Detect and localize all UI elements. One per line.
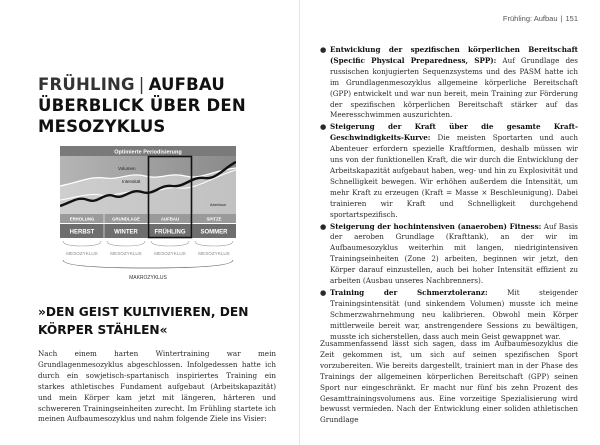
title-season: FRÜHLING <box>38 75 135 94</box>
phase-erholung: ERHOLUNG <box>69 216 95 222</box>
right-body-paragraph: Zusammenfassend lässt sich sagen, dass im Aufbaumesozyklus die Zeit gekommen ist, um sich auf seinen spezifischen Sport vorzubereiten. Wie bereits dargestellt, trainiert man in der Phase des Trainings der allgemeinen körperlichen Bereitschaft (GPP) seinen Sport nur eingeschränkt. Er macht nur fünf bis zehn Prozent des Gesamttrainingsvolumens aus. Eine vorzeitige Spezialisierung wird bewusst vermieden. Nach der Entwicklung einer soliden athletischen Grundlage <box>320 339 578 425</box>
periodization-figure <box>60 146 236 286</box>
volume-label: Volumen <box>118 166 136 171</box>
list-item <box>320 45 578 121</box>
macrocycle-brace <box>63 260 233 268</box>
mesocycle-label: MESOZYKLUS <box>66 251 98 256</box>
chapter-title <box>38 74 278 137</box>
title-line-3: MESOZYKLUS <box>38 117 166 136</box>
season-winter: WINTER <box>114 229 138 236</box>
bullet-icon: ● <box>320 287 327 297</box>
section-heading-line-2: KÖRPER STÄHLEN« <box>38 323 168 337</box>
mesocycle-braces <box>63 241 233 246</box>
running-head-chapter: Frühling: Aufbau <box>502 14 558 23</box>
section-heading <box>38 303 278 339</box>
intensity-label: Intensität <box>122 179 141 184</box>
phase-spitze: SPITZE <box>206 216 222 222</box>
bullet-icon: ● <box>320 221 327 231</box>
bullet-icon: ● <box>320 122 327 132</box>
load-label: Aberlaun <box>210 202 227 207</box>
mesocycle-brace <box>63 241 101 246</box>
list-item-text: Die meisten Sportarten und auch Abenteuer erfordern spezielle Kraftformen, deshalb müssen wir uns von der funktionellen Kraft, die wir durch die Entwicklung der Arbeitskapazität aufgebaut haben, weg- und hin zu Explosivität und Schnelligkeit bewegen. Wir erhöhen außerdem die Intensität, um mehr Kraft zu erzeugen (Kraft = Masse × Beschleunigung). Dabei trainieren wir Kraft und Schnelligkeit durchgehend sportartspezifisch. <box>330 133 578 219</box>
running-head <box>503 14 578 23</box>
mesocycle-brace <box>107 241 145 246</box>
diagram-header: Optimierte Periodisierung <box>114 149 182 156</box>
list-item <box>320 222 578 287</box>
list-item <box>320 122 578 220</box>
list-item-heading: Training der Schmerztoleranz: <box>330 287 488 297</box>
mesocycle-label: MESOZYKLUS <box>154 251 186 256</box>
running-head-separator: | <box>560 14 563 23</box>
list-item-text: Mit steigender Trainingsintensität (und sinkendem Volumen) musste ich meine Schmerzwahrnehmung neu kalibrieren. Obwohl mein Körper mittlerweile bereit war, anstrengendere Sessions zu bewältigen, musste ich sicherstellen, dass auch mein Geist gewappnet war. <box>330 287 578 341</box>
section-heading-line-1: »DEN GEIST KULTIVIEREN, DEN <box>38 305 249 319</box>
phase-grundlage: GRUNDLAGE <box>112 216 140 222</box>
bullet-icon: ● <box>320 45 327 54</box>
goals-list <box>320 45 578 343</box>
phase-aufbau: AUFBAU <box>160 216 180 222</box>
season-herbst: HERBST <box>69 229 95 236</box>
list-item-text: Auf Grundlage des russischen konjugierten Sequenzsystems und des PASM hatte ich im Grundlagenmesozyklus allgemeine körperliche Bereitschaft (GPP) entwickelt und war nun bereit, mein Training zur Förderung der spezifischen körperlichen Bereitschaft stärker auf das Meeresschwimmen auszurichten. <box>330 55 578 120</box>
mesocycle-labels <box>66 251 229 256</box>
periodization-diagram <box>60 146 236 286</box>
list-item <box>320 288 578 343</box>
list-item-heading: Steigerung der hochintensiven (anaeroben) Fitness: <box>330 221 542 231</box>
list-item-text: Auf Basis der aeroben Grundlage (Krafttank), an der wir im Aufbaumesozyklus weiterhin mit langen, niedrigintensiven Trainingseinheiten (Zone 2) arbeiten, beginnen wir jetzt, den Körper darauf einzustellen, auch bei hoher Intensität effizient zu arbeiten (Ausbau unseres Nachbrenners). <box>330 221 578 286</box>
mesocycle-label: MESOZYKLUS <box>198 251 230 256</box>
list-item-heading: Steigerung der Kraft über die gesamte Kraft-Geschwindigkeits-Kurve: <box>330 122 578 143</box>
list-item-heading: Entwicklung der spezifischen körperlichen Bereitschaft (Specific Physical Preparedness, SPP): <box>330 45 578 65</box>
mesocycle-brace <box>195 241 233 246</box>
season-fruehling: FRÜHLING <box>154 229 186 236</box>
page-number: 151 <box>565 14 578 23</box>
macrocycle-label: MAKROZYKLUS <box>129 275 167 281</box>
mesocycle-label: MESOZYKLUS <box>110 251 142 256</box>
season-sommer: SOMMER <box>200 229 228 236</box>
title-phase: AUFBAU <box>148 75 225 94</box>
mesocycle-brace <box>151 241 189 246</box>
title-line-2: ÜBERBLICK ÜBER DEN <box>38 96 246 115</box>
left-body-paragraph: Nach einem harten Wintertraining war mein Grundlagenmesozyklus abgeschlossen. Infolgedessen hatte ich durch ein sowjetisch-spartanisch inspiriertes Training ein starkes athletisches Fundament aufgebaut (Arbeitskapazität) und mein Körper kam jetzt mit längeren, härteren und schwereren Trainingseinheiten zurecht. Im Frühling startete ich meinen Aufbaumesozyklus und nahm folgende Ziele ins Visier: <box>38 349 276 424</box>
title-separator: | <box>138 75 145 94</box>
